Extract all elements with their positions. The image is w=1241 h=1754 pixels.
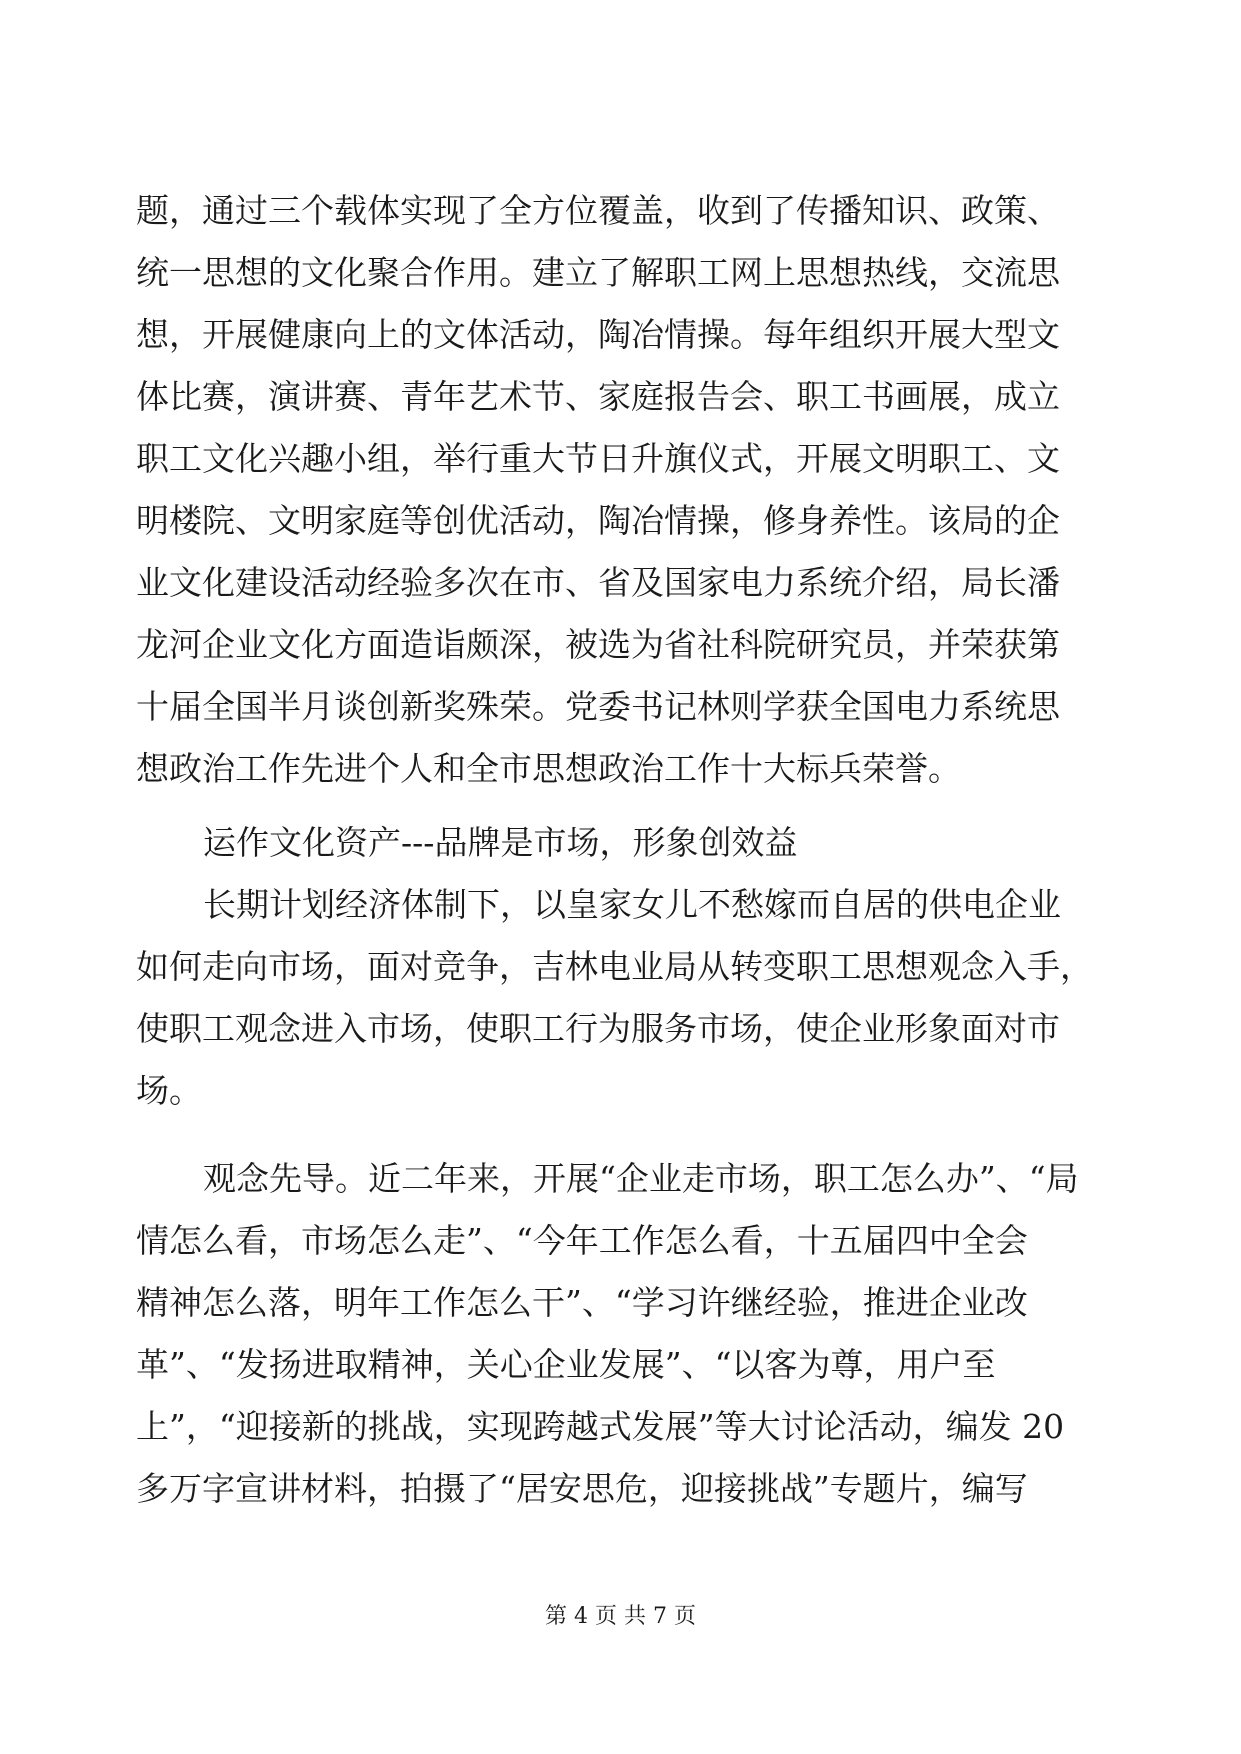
text-line: 职工文化兴趣小组，举行重大节日升旗仪式，开展文明职工、文 — [136, 439, 1060, 478]
text-line: 业文化建设活动经验多次在市、省及国家电力系统介绍，局长潘 — [136, 563, 1060, 602]
page-number-footer: 第 4 页 共 7 页 — [545, 1604, 696, 1629]
text-line: 十届全国半月谈创新奖殊荣。党委书记林则学获全国电力系统思 — [136, 687, 1060, 726]
text-line: 情怎么看，市场怎么走”、“今年工作怎么看，十五届四中全会 — [136, 1221, 1028, 1260]
text-line: 多万字宣讲材料，拍摄了“居安思危，迎接挑战”专题片，编写 — [136, 1469, 1028, 1508]
section-heading: 运作文化资产---品牌是市场，形象创效益 — [203, 823, 798, 862]
text-line: 场。 — [136, 1071, 202, 1110]
text-line: 龙河企业文化方面造诣颇深，被选为省社科院研究员，并荣获第 — [136, 625, 1060, 664]
text-line: 想，开展健康向上的文体活动，陶冶情操。每年组织开展大型文 — [136, 315, 1060, 354]
text-line: 长期计划经济体制下，以皇家女儿不愁嫁而自居的供电企业 — [203, 885, 1061, 924]
text-line: 精神怎么落，明年工作怎么干”、“学习许继经验，推进企业改 — [136, 1283, 1028, 1322]
text-line: 想政治工作先进个人和全市思想政治工作十大标兵荣誉。 — [136, 749, 961, 788]
text-line: 上”，“迎接新的挑战，实现跨越式发展”等大讨论活动，编发 20 — [136, 1407, 1065, 1446]
text-line: 观念先导。近二年来，开展“企业走市场，职工怎么办”、“局 — [203, 1159, 1079, 1198]
text-line: 体比赛，演讲赛、青年艺术节、家庭报告会、职工书画展，成立 — [136, 377, 1060, 416]
text-line: 使职工观念进入市场，使职工行为服务市场，使企业形象面对市 — [136, 1009, 1060, 1048]
text-line: 革”、“发扬进取精神，关心企业发展”、“以客为尊，用户至 — [136, 1345, 996, 1384]
text-line: 题，通过三个载体实现了全方位覆盖，收到了传播知识、政策、 — [136, 191, 1060, 230]
text-line: 统一思想的文化聚合作用。建立了解职工网上思想热线，交流思 — [136, 253, 1060, 292]
text-line: 如何走向市场，面对竞争，吉林电业局从转变职工思想观念入手， — [136, 947, 1093, 986]
text-line: 明楼院、文明家庭等创优活动，陶冶情操，修身养性。该局的企 — [136, 501, 1060, 540]
